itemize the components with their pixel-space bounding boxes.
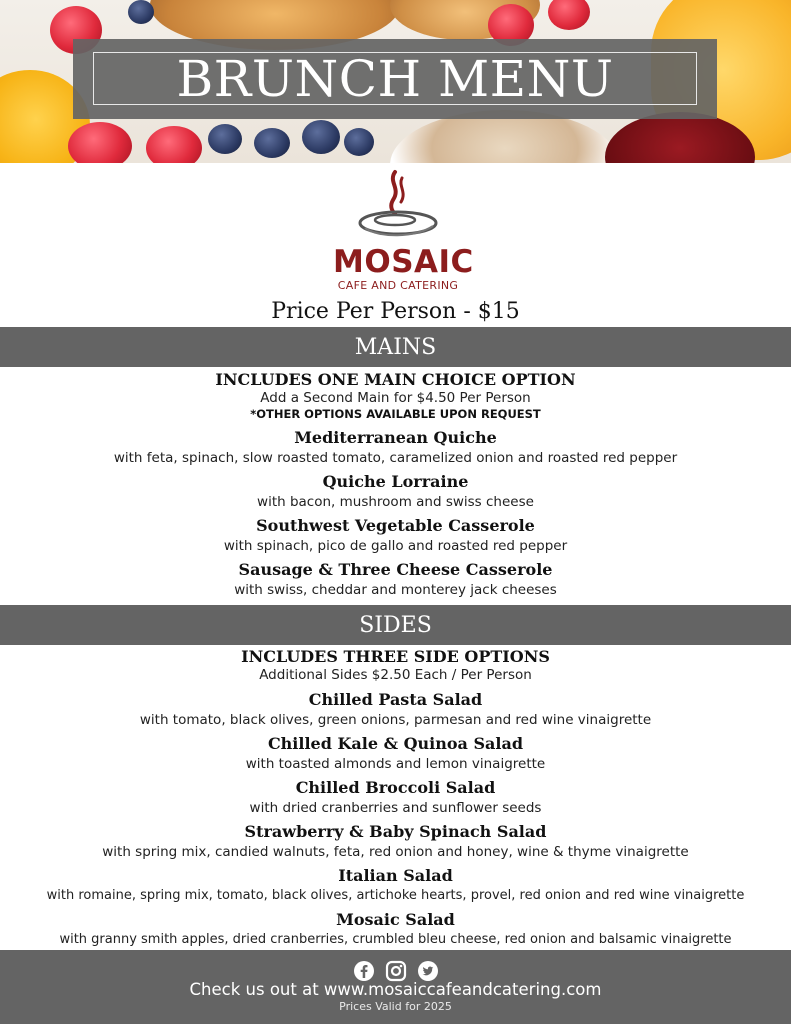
- raspberry-image: [146, 126, 202, 163]
- brand-tagline: CAFE AND CATERING: [337, 279, 459, 292]
- menu-item: [0, 559, 791, 599]
- item-title: Strawberry & Baby Spinach Salad: [244, 822, 547, 841]
- blueberry-image: [208, 124, 242, 154]
- brand-name: MOSAIC: [333, 244, 474, 280]
- blueberry-image: [128, 0, 154, 24]
- item-title: Mediterranean Quiche: [294, 428, 497, 447]
- header-photo: [0, 0, 791, 163]
- item-description: with bacon, mushroom and swiss cheese: [257, 494, 534, 510]
- mains-includes: [0, 370, 791, 421]
- includes-note: *OTHER OPTIONS AVAILABLE UPON REQUEST: [250, 407, 541, 421]
- twitter-icon[interactable]: [417, 960, 439, 982]
- item-description: with spinach, pico de gallo and roasted red pepper: [223, 538, 568, 554]
- item-title: Sausage & Three Cheese Casserole: [238, 560, 553, 579]
- price-per-person: Price Per Person - $15: [271, 299, 520, 324]
- item-description: with toasted almonds and lemon vinaigrette: [245, 756, 546, 772]
- coffee-cup-icon: [355, 168, 441, 244]
- blueberry-image: [302, 120, 340, 154]
- social-links: [0, 960, 791, 982]
- title-frame: [93, 49, 697, 108]
- menu-item: [0, 515, 791, 555]
- page-title: BRUNCH MENU: [176, 49, 614, 108]
- item-description: with swiss, cheddar and monterey jack cheeses: [234, 582, 557, 598]
- title-banner: [73, 39, 717, 119]
- menu-item: [0, 733, 791, 773]
- sides-includes: [0, 647, 791, 684]
- menu-item: [0, 821, 791, 861]
- item-title: Chilled Pasta Salad: [308, 690, 483, 709]
- includes-title: INCLUDES THREE SIDE OPTIONS: [241, 647, 550, 666]
- menu-item: [0, 909, 791, 949]
- menu-item: [0, 689, 791, 729]
- item-description: with feta, spinach, slow roasted tomato, caramelized onion and roasted red pepper: [113, 450, 678, 466]
- includes-subtitle: Add a Second Main for $4.50 Per Person: [260, 390, 531, 406]
- item-description: with granny smith apples, dried cranberries, crumbled bleu cheese, red onion and balsamic vinaigrette: [59, 932, 732, 947]
- validity-note: Prices Valid for 2025: [339, 1000, 452, 1013]
- website-link[interactable]: Check us out at www.mosaiccafeandcatering.com: [189, 980, 602, 999]
- blueberry-image: [344, 128, 374, 156]
- raspberry-image: [68, 122, 132, 163]
- section-title: MAINS: [354, 334, 437, 360]
- menu-item: [0, 427, 791, 467]
- item-title: Chilled Kale & Quinoa Salad: [267, 734, 524, 753]
- item-title: Quiche Lorraine: [322, 472, 469, 491]
- item-title: Chilled Broccoli Salad: [295, 778, 496, 797]
- includes-subtitle: Additional Sides $2.50 Each / Per Person: [259, 667, 532, 683]
- item-description: with romaine, spring mix, tomato, black olives, artichoke hearts, provel, red onion and red wine vinaigrette: [46, 888, 745, 903]
- section-header-sides: [0, 605, 791, 645]
- section-title: SIDES: [359, 612, 432, 638]
- menu-item: [0, 471, 791, 511]
- brand-logo: [333, 168, 474, 298]
- footer: [0, 950, 791, 1024]
- item-title: Mosaic Salad: [336, 910, 455, 929]
- raspberry-image: [548, 0, 590, 30]
- section-header-mains: [0, 327, 791, 367]
- blueberry-image: [254, 128, 290, 158]
- item-description: with dried cranberries and sunflower seeds: [249, 800, 542, 816]
- instagram-icon[interactable]: [385, 960, 407, 982]
- item-title: Southwest Vegetable Casserole: [256, 516, 535, 535]
- item-description: with tomato, black olives, green onions, parmesan and red wine vinaigrette: [139, 712, 652, 728]
- item-title: Italian Salad: [338, 866, 453, 885]
- menu-item: [0, 777, 791, 817]
- includes-title: INCLUDES ONE MAIN CHOICE OPTION: [215, 370, 576, 389]
- menu-item: [0, 865, 791, 905]
- facebook-icon[interactable]: [353, 960, 375, 982]
- item-description: with spring mix, candied walnuts, feta, red onion and honey, wine & thyme vinaigrette: [102, 844, 689, 860]
